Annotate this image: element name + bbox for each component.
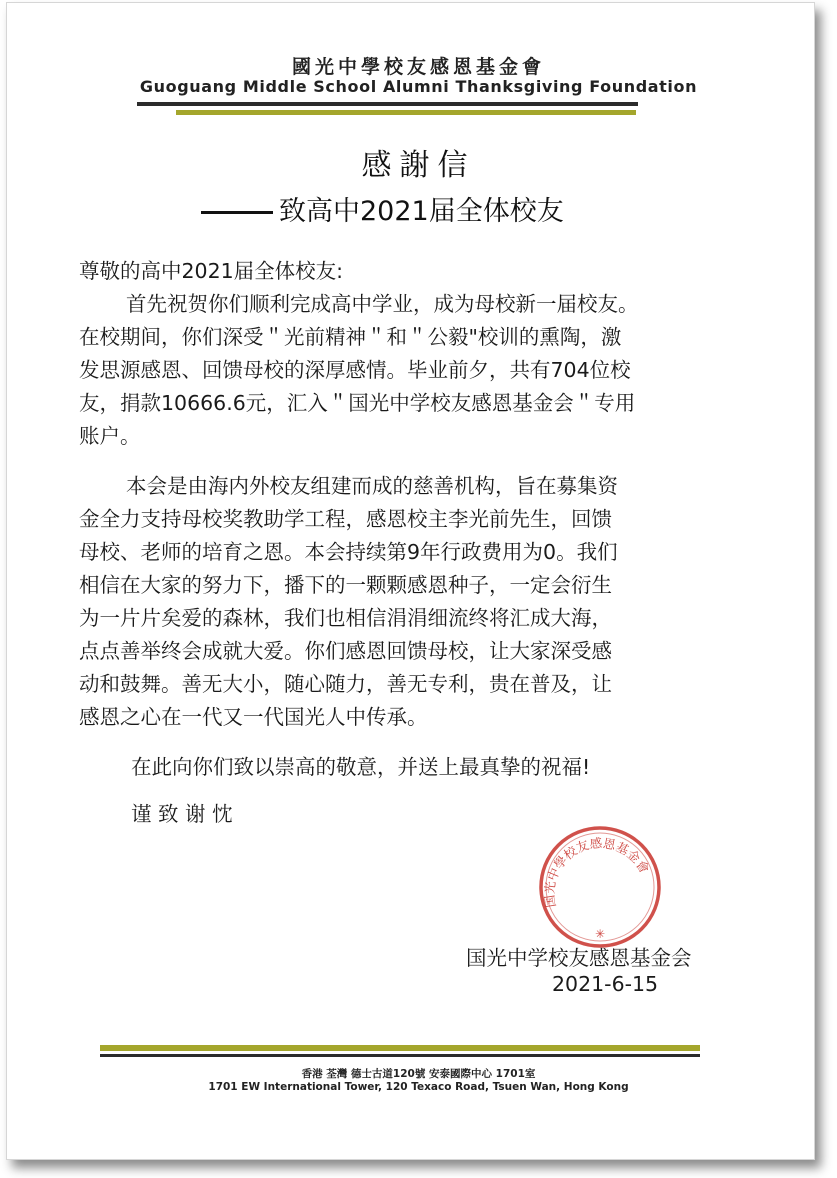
salutation: 尊敬的高中2021届全体校友: xyxy=(79,259,344,283)
body-line: 相信在大家的努力下，播下的一颗颗感恩种子，一定会衍生 xyxy=(79,573,612,597)
letter-title: 感謝信 xyxy=(361,148,476,183)
letterhead-rule-dark xyxy=(137,102,638,106)
closing-thanks: 谨 致 谢 忱 xyxy=(131,802,233,826)
letter-subtitle xyxy=(201,189,564,228)
body-line: 发思源感恩、回馈母校的深厚感情。毕业前夕，共有704位校 xyxy=(79,358,631,382)
body-line: 金全力支持母校奖教助学工程，感恩校主李光前先生，回馈 xyxy=(79,507,612,531)
body-line: 母校、老师的培育之恩。本会持续第9年行政费用为0。我们 xyxy=(79,540,618,564)
body-line: 动和鼓舞。善无大小，随心随力，善无专利，贵在普及，让 xyxy=(79,672,612,696)
letterhead-name-en: Guoguang Middle School Alumni Thanksgiving Foundation xyxy=(139,77,698,96)
signature-date: 2021-6-15 xyxy=(552,972,659,996)
body-line: 友，捐款10666.6元，汇入＂国光中学校友感恩基金会＂专用 xyxy=(79,391,636,415)
body-line: 感恩之心在一代又一代国光人中传承。 xyxy=(79,705,428,729)
footer-rule-dark xyxy=(100,1054,700,1057)
closing-regards: 在此向你们致以崇高的敬意，并送上最真挚的祝福! xyxy=(131,755,591,779)
seal-text: 国光中學校友感恩基金會 xyxy=(541,835,653,909)
body-line: 点点善举终会成就大爱。你们感恩回馈母校，让大家深受感 xyxy=(79,639,612,663)
footer-address-cn: 香港 荃灣 德士古道120號 安泰國際中心 1701室 xyxy=(301,1068,536,1080)
body-line: 在校期间，你们深受＂光前精神＂和＂公毅"校训的熏陶，激 xyxy=(79,325,622,349)
subtitle-text: 致高中2021届全体校友 xyxy=(279,196,564,227)
svg-text:✳: ✳ xyxy=(594,927,606,941)
dash-line xyxy=(201,211,273,214)
body-line: 首先祝贺你们顺利完成高中学业，成为母校新一届校友。 xyxy=(126,292,639,316)
red-seal-stamp xyxy=(537,824,663,950)
letterhead-name-cn: 國光中學校友感恩基金會 xyxy=(291,56,545,78)
signature-org: 国光中学校友感恩基金会 xyxy=(466,946,692,970)
body-line: 为一片片矣爱的森林，我们也相信涓涓细流终将汇成大海， xyxy=(79,606,612,630)
body-line: 本会是由海内外校友组建而成的慈善机构，旨在募集资 xyxy=(126,474,618,498)
footer-rule-olive xyxy=(100,1045,700,1051)
letterhead-rule-olive xyxy=(176,110,636,115)
body-line: 账户。 xyxy=(79,424,141,448)
footer-address-en: 1701 EW International Tower, 120 Texaco Road, Tsuen Wan, Hong Kong xyxy=(208,1081,629,1093)
